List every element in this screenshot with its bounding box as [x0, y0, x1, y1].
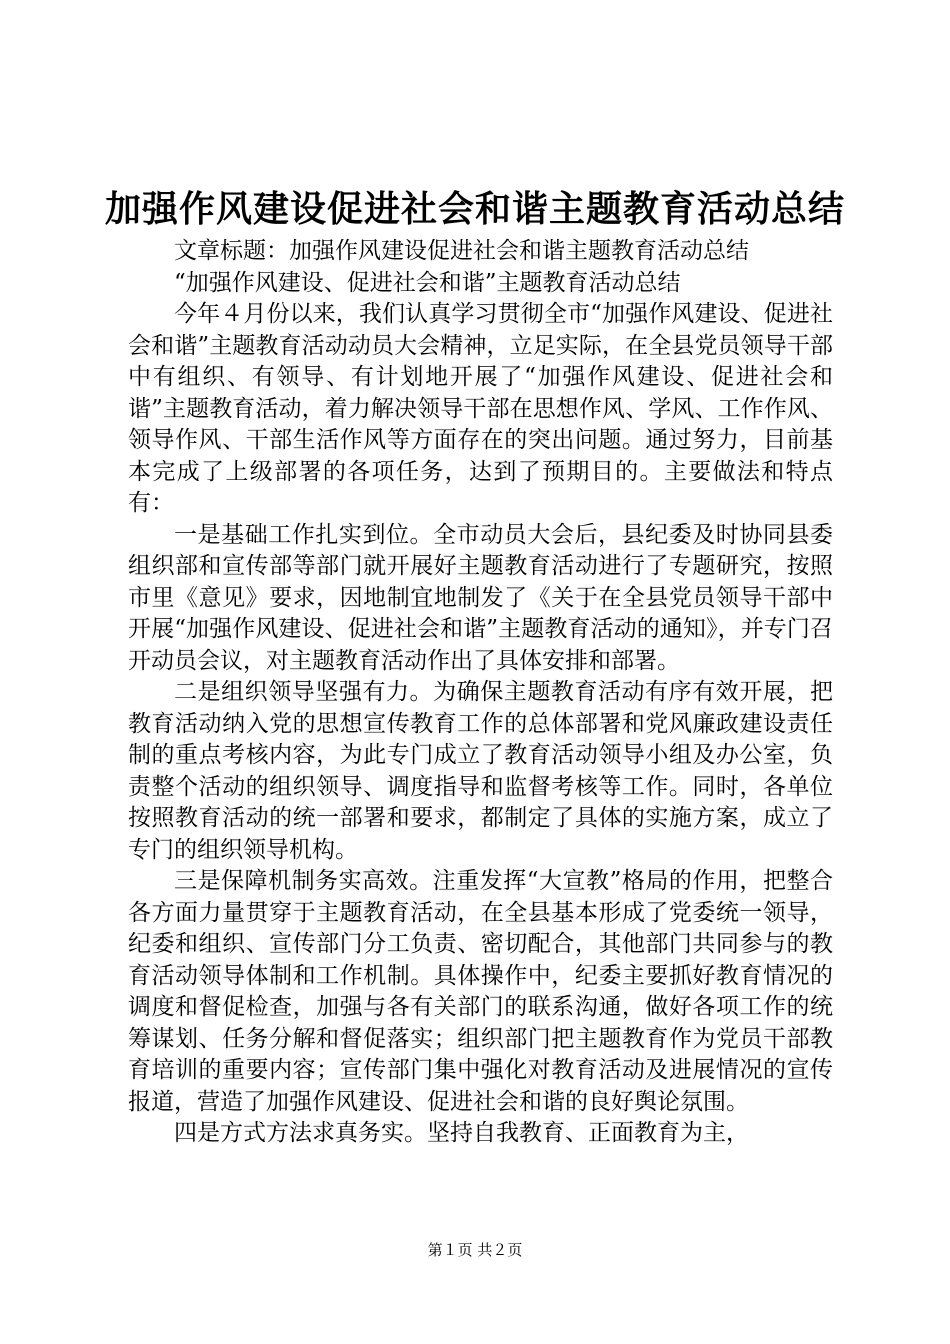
paragraph-point-2: 二是组织领导坚强有力。为确保主题教育活动有序有效开展，把教育活动纳入党的思想宣传教育工作的总体部署和党风廉政建设责任制的重点考核内容，为此专门成立了教育活动领导小组及办公室，负责整个活动的组织领导、调度指导和监督考核等工作。同时，各单位按照教育活动的统一部署和要求，都制定了具体的实施方案，成立了专门的组织领导机构。 [128, 679, 833, 863]
paragraph-point-4: 四是方式方法求真务实。坚持自我教育、正面教育为主， [174, 1120, 749, 1146]
document-title: 加强作风建设促进社会和谐主题教育活动总结 [104, 189, 845, 230]
page-footer: 第１页 共２页 [427, 1241, 523, 1259]
paragraph-intro: 今年４月份以来，我们认真学习贯彻全市“加强作风建设、促进社会和谐”主题教育活动动员大会精神，立足实际，在全县党员领导干部中有组织、有领导、有计划地开展了“加强作风建设、促进社会和谐”主题教育活动，着力解决领导干部在思想作风、学风、工作作风、领导作风、干部生活作风等方面存在的突出问题。通过努力，目前基本完成了上级部署的各项任务，达到了预期目的。主要做法和特点有： [128, 301, 833, 516]
paragraph-point-1: 一是基础工作扎实到位。全市动员大会后，县纪委及时协同县委组织部和宣传部等部门就开展好主题教育活动进行了专题研究，按照市里《意见》要求，因地制宜地制发了《关于在全县党员领导干部中开展“加强作风建设、促进社会和谐”主题教育活动的通知》，并专门召开动员会议，对主题教育活动作出了具体安排和部署。 [128, 521, 833, 674]
subtitle-line: “加强作风建设、促进社会和谐”主题教育活动总结 [174, 269, 681, 296]
article-title-line: 文章标题：加强作风建设促进社会和谐主题教育活动总结 [174, 238, 749, 264]
paragraph-point-3: 三是保障机制务实高效。注重发挥“大宣教”格局的作用，把整合各方面力量贯穿于主题教育活动，在全县基本形成了党委统一领导，纪委和组织、宣传部门分工负责、密切配合，其他部门共同参与的教育活动领导体制和工作机制。具体操作中，纪委主要抓好教育情况的调度和督促检查，加强与各有关部门的联系沟通，做好各项工作的统筹谋划、任务分解和督促落实；组织部门把主题教育作为党员干部教育培训的重要内容；宣传部门集中强化对教育活动及进展情况的宣传报道，营造了加强作风建设、促进社会和谐的良好舆论氛围。 [128, 868, 833, 1115]
document-body [128, 236, 833, 1150]
